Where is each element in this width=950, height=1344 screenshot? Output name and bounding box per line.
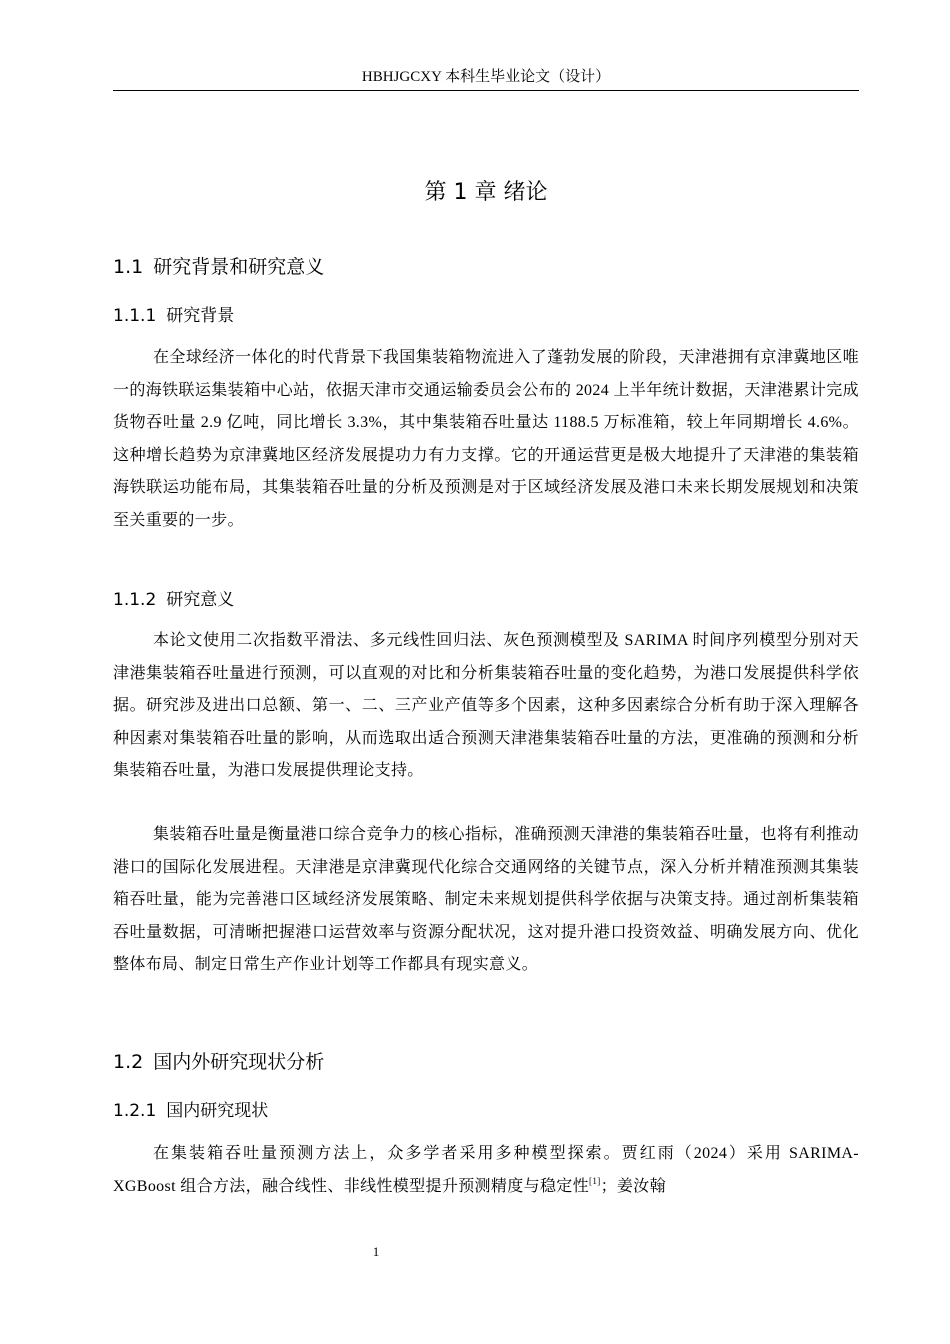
citation-reference: [1] [589,1175,601,1186]
section-title: 研究背景和研究意义 [153,256,325,278]
section-heading-1-2 [113,1047,324,1077]
paragraph-text: ；姜汝翰 [600,1177,666,1195]
section-heading-1-1 [113,252,324,282]
subsection-number: 1.1.2 [113,590,157,610]
subsection-number: 1.1.1 [113,306,157,326]
paragraph-background: 在全球经济一体化的时代背景下我国集装箱物流进入了蓬勃发展的阶段，天津港拥有京津冀地区唯一的海铁联运集装箱中心站，依据天津市交通运输委员会公布的 2024 上半年统计数据，天津港累计完成货物吞吐量 2.9 亿吨，同比增长 3.3%，其中集装箱吞吐量达 1188.5 万标准箱，较上年同期增长 4.6%。这种增长趋势为京津冀地区经济发展提功力有力支撑。它的开通运营更是极大地提升了天津港的集装箱海铁联运功能布局，其集装箱吞吐量的分析及预测是对于区域经济发展及港口未来长期发展规划和决策至关重要的一步。 [113,349,859,529]
paragraph-domestic-research [113,1138,859,1203]
subsection-heading-1-1-2 [113,586,234,614]
subsection-title: 研究背景 [166,306,235,326]
subsection-heading-1-1-1 [113,302,234,330]
section-number: 1.2 [113,1051,144,1073]
running-header: HBHJGCXY 本科生毕业论文（设计） [113,66,859,91]
chapter-title: 第 1 章 绪论 [424,180,548,205]
section-title: 国内外研究现状分析 [153,1051,325,1073]
section-number: 1.1 [113,256,144,278]
paragraph-significance-1: 本论文使用二次指数平滑法、多元线性回归法、灰色预测模型及 SARIMA 时间序列模型分别对天津港集装箱吞吐量进行预测，可以直观的对比和分析集装箱吞吐量的变化趋势，为港口发展提供科学依据。研究涉及进出口总额、第一、二、三产业产值等多个因素，这种多因素综合分析有助于深入理解各种因素对集装箱吞吐量的影响，从而选取出适合预测天津港集装箱吞吐量的方法，更准确的预测和分析集装箱吞吐量，为港口发展提供理论支持。 [113,632,859,779]
subsection-number: 1.2.1 [113,1101,157,1121]
subsection-heading-1-2-1 [113,1097,268,1125]
paragraph-text: 在集装箱吞吐量预测方法上，众多学者采用多种模型探索。贾红雨（2024）采用 SARIMA-XGBoost 组合方法，融合线性、非线性模型提升预测精度与稳定性 [113,1145,859,1195]
subsection-title: 国内研究现状 [166,1101,269,1121]
subsection-title: 研究意义 [166,590,235,610]
page-number: 1 [372,1244,380,1259]
paragraph-significance-2: 集装箱吞吐量是衡量港口综合竞争力的核心指标，准确预测天津港的集装箱吞吐量，也将有利推动港口的国际化发展进程。天津港是京津冀现代化综合交通网络的关键节点，深入分析并精准预测其集装箱吞吐量，能为完善港口区域经济发展策略、制定未来规划提供科学依据与决策支持。通过剖析集装箱吞吐量数据，可清晰把握港口运营效率与资源分配状况，这对提升港口投资效益、明确发展方向、优化整体布局、制定日常生产作业计划等工作都具有现实意义。 [113,826,859,973]
